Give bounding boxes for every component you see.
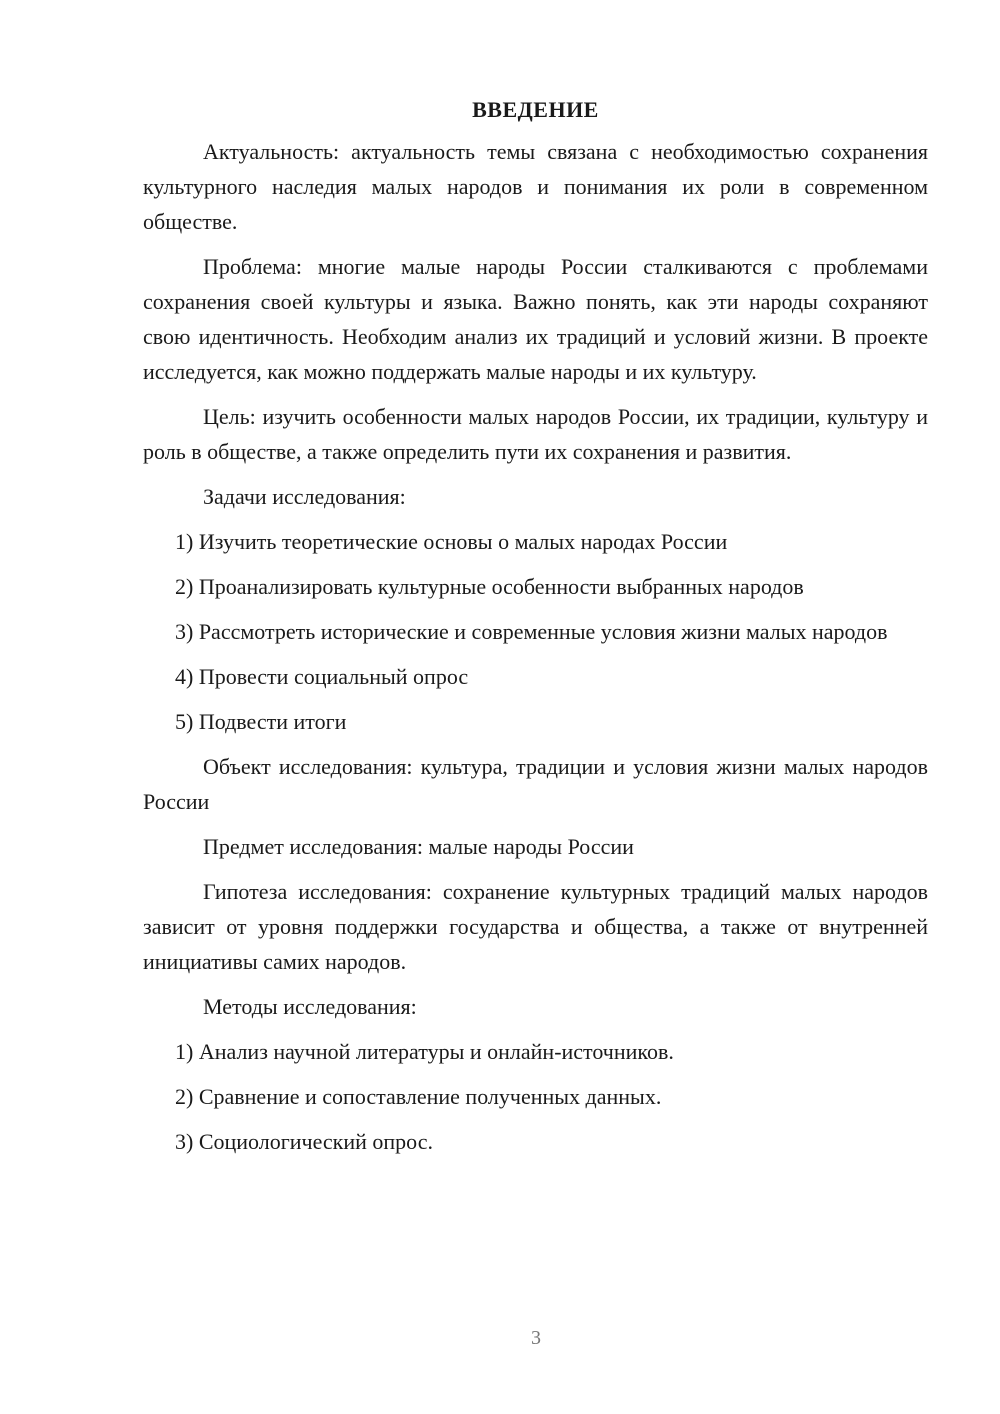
methods-heading: Методы исследования: xyxy=(203,994,417,1019)
problem-paragraph: Проблема: многие малые народы России сталкиваются с проблемами сохранения своей культуры и языка. Важно понять, как эти народы сохраняют свою идентичность. Необходим анализ их традиций и условий жизни. В проекте исследуется, как можно поддержать малые народы и их культуру. xyxy=(143,254,928,384)
relevance-paragraph: Актуальность: актуальность темы связана с необходимостью сохранения культурного наследия малых народов и понимания их роли в современном обществе. xyxy=(143,139,928,234)
method-item: 1) Анализ научной литературы и онлайн-источников. xyxy=(175,1039,674,1064)
method-item: 3) Социологический опрос. xyxy=(175,1129,433,1154)
task-item: 4) Провести социальный опрос xyxy=(175,664,469,689)
task-item: 2) Проанализировать культурные особенности выбранных народов xyxy=(175,574,804,599)
tasks-heading: Задачи исследования: xyxy=(203,484,406,509)
subject-paragraph: Предмет исследования: малые народы России xyxy=(203,834,634,859)
task-item: 5) Подвести итоги xyxy=(175,709,347,734)
hypothesis-paragraph: Гипотеза исследования: сохранение культурных традиций малых народов зависит от уровня поддержки государства и общества, а также от внутренней инициативы самих народов. xyxy=(143,879,928,974)
method-item: 2) Сравнение и сопоставление полученных данных. xyxy=(175,1084,662,1109)
object-paragraph: Объект исследования: культура, традиции и условия жизни малых народов России xyxy=(143,754,928,814)
page-number: 3 xyxy=(531,1327,541,1349)
task-item: 1) Изучить теоретические основы о малых народах России xyxy=(175,529,728,554)
task-item: 3) Рассмотреть исторические и современные условия жизни малых народов xyxy=(175,619,888,644)
goal-paragraph: Цель: изучить особенности малых народов России, их традиции, культуру и роль в обществе, а также определить пути их сохранения и развития. xyxy=(143,404,928,464)
page-title: ВВЕДЕНИЕ xyxy=(472,97,599,122)
document-page xyxy=(143,92,928,1169)
